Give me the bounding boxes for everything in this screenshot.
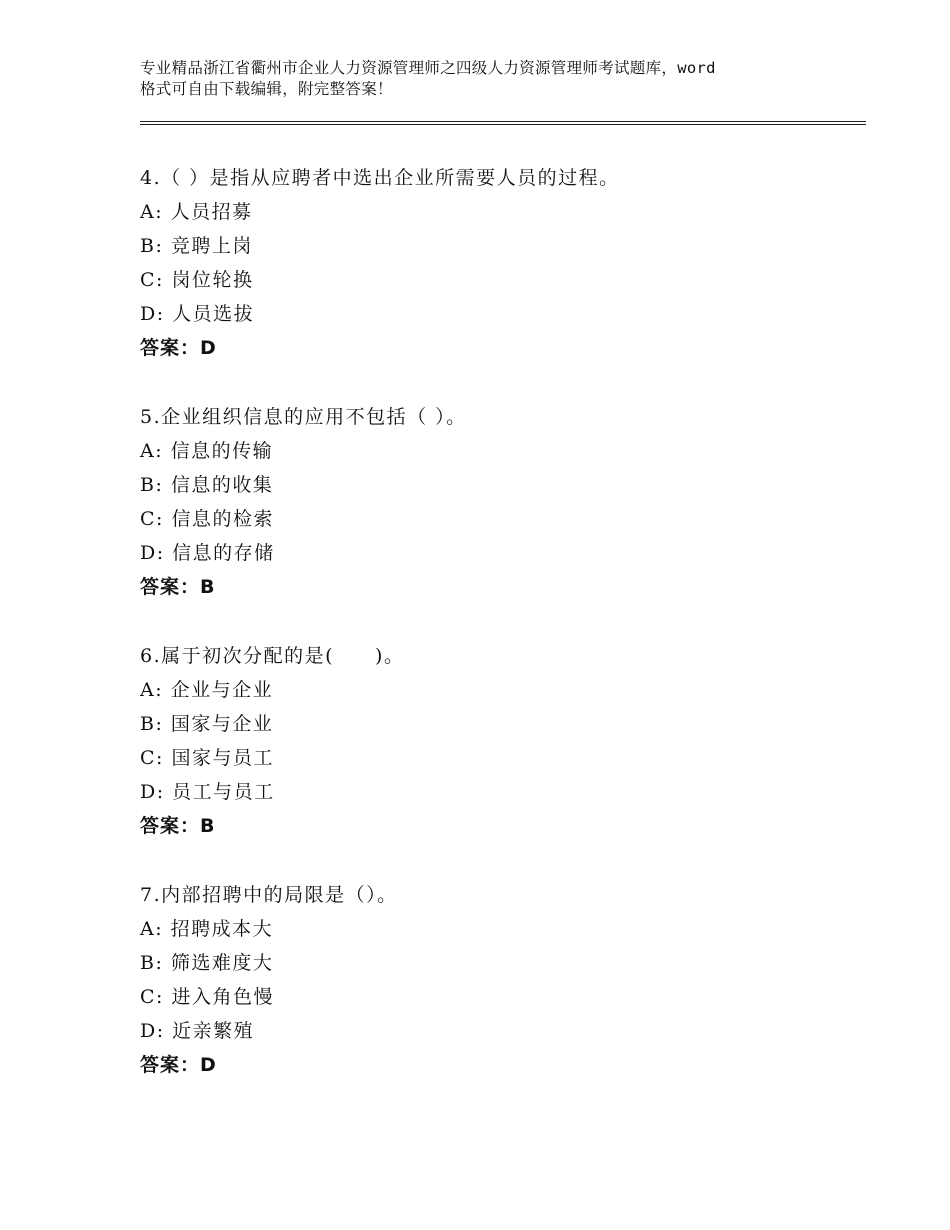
option-d: D: 人员选拔 [140, 303, 255, 325]
question-6 [140, 639, 860, 843]
question-stem: 4.（ ）是指从应聘者中选出企业所需要人员的过程。 [140, 167, 620, 189]
question-5 [140, 400, 860, 604]
option-d: D: 近亲繁殖 [140, 1020, 255, 1042]
option-a: A: 人员招募 [140, 201, 253, 223]
option-a: A: 企业与企业 [140, 679, 274, 701]
document-header [140, 58, 840, 100]
question-4 [140, 161, 860, 365]
option-a: A: 信息的传输 [140, 440, 274, 462]
question-7 [140, 878, 860, 1082]
header-title-line-2: 格式可自由下载编辑，附完整答案！ [140, 80, 393, 98]
answer-line: 答案：B [140, 576, 216, 598]
option-c: C: 进入角色慢 [140, 986, 274, 1008]
option-d: D: 员工与员工 [140, 781, 275, 803]
option-d: D: 信息的存储 [140, 542, 275, 564]
option-c: C: 岗位轮换 [140, 269, 254, 291]
answer-line: 答案：D [140, 1054, 217, 1076]
header-divider-top [140, 121, 866, 122]
option-b: B: 国家与企业 [140, 713, 274, 735]
question-stem: 5.企业组织信息的应用不包括（ ）。 [140, 406, 467, 428]
question-stem: 6.属于初次分配的是( )。 [140, 645, 405, 667]
header-divider-bottom [140, 124, 866, 125]
question-stem: 7.内部招聘中的局限是（）。 [140, 884, 398, 906]
option-c: C: 信息的检索 [140, 508, 274, 530]
answer-line: 答案：B [140, 815, 216, 837]
option-c: C: 国家与员工 [140, 747, 274, 769]
option-b: B: 信息的收集 [140, 474, 274, 496]
option-b: B: 竞聘上岗 [140, 235, 253, 257]
option-b: B: 筛选难度大 [140, 952, 274, 974]
header-title-line-1: 专业精品浙江省衢州市企业人力资源管理师之四级人力资源管理师考试题库，word [140, 59, 716, 77]
answer-line: 答案：D [140, 337, 217, 359]
option-a: A: 招聘成本大 [140, 918, 274, 940]
